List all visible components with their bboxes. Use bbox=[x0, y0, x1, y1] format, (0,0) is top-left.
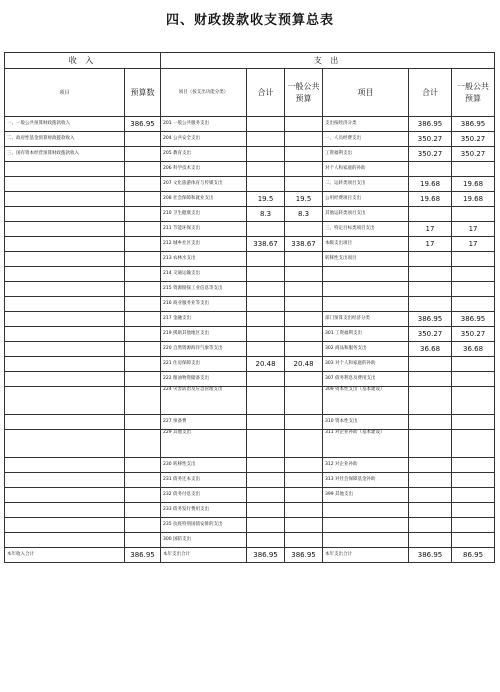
economic-total-value: 386.95 bbox=[409, 548, 452, 563]
function-item-cell: 214 交通运输支出 bbox=[161, 267, 247, 282]
function-total-cell: 19.5 bbox=[247, 192, 285, 207]
function-total-cell bbox=[247, 415, 285, 430]
economic-gpb-cell bbox=[452, 533, 495, 548]
function-item-cell: 235 抗疫特别国债安排的支出 bbox=[161, 518, 247, 533]
income-item-cell bbox=[5, 192, 125, 207]
income-item-cell bbox=[5, 415, 125, 430]
income-amount-cell bbox=[125, 267, 161, 282]
table-row bbox=[5, 252, 495, 267]
income-total-label: 本年收入合计 bbox=[5, 548, 125, 563]
income-amount-cell bbox=[125, 177, 161, 192]
table-row bbox=[5, 267, 495, 282]
table-row bbox=[5, 372, 495, 387]
economic-item-cell: 303 对个人和家庭的补助 bbox=[323, 357, 409, 372]
function-total-cell bbox=[247, 312, 285, 327]
function-item-cell: 221 住房保障支出 bbox=[161, 357, 247, 372]
income-amount-cell bbox=[125, 237, 161, 252]
economic-gpb-cell bbox=[452, 458, 495, 473]
economic-gpb-cell: 36.68 bbox=[452, 342, 495, 357]
function-total-cell bbox=[247, 488, 285, 503]
function-item-cell: 205 教育支出 bbox=[161, 147, 247, 162]
economic-total-header: 合计 bbox=[409, 69, 452, 117]
economic-gpb-cell: 17 bbox=[452, 237, 495, 252]
economic-total-cell: 36.68 bbox=[409, 342, 452, 357]
table-row bbox=[5, 415, 495, 430]
economic-total-cell: 350.27 bbox=[409, 132, 452, 147]
economic-gpb-cell bbox=[452, 207, 495, 222]
function-gpb-cell bbox=[285, 342, 323, 357]
function-total-cell bbox=[247, 267, 285, 282]
income-item-cell: 二、政府性基金预算财政拨款收入 bbox=[5, 132, 125, 147]
economic-total-cell bbox=[409, 252, 452, 267]
income-amount-cell bbox=[125, 297, 161, 312]
economic-total-cell bbox=[409, 503, 452, 518]
income-amount-cell bbox=[125, 222, 161, 237]
income-amount-cell bbox=[125, 282, 161, 297]
income-amount-cell bbox=[125, 458, 161, 473]
function-total-cell bbox=[247, 518, 285, 533]
table-row bbox=[5, 430, 495, 458]
economic-total-cell: 350.27 bbox=[409, 327, 452, 342]
function-item-cell: 212 城乡社区支出 bbox=[161, 237, 247, 252]
function-item-cell: 217 金融支出 bbox=[161, 312, 247, 327]
economic-total-cell bbox=[409, 207, 452, 222]
economic-gpb-cell: 19.68 bbox=[452, 192, 495, 207]
table-row bbox=[5, 473, 495, 488]
function-item-cell: 206 科学技术支出 bbox=[161, 162, 247, 177]
function-gpb-cell: 20.48 bbox=[285, 357, 323, 372]
economic-total-cell bbox=[409, 518, 452, 533]
economic-total-cell bbox=[409, 473, 452, 488]
economic-item-cell: 310 资本性支出 bbox=[323, 415, 409, 430]
table-row bbox=[5, 357, 495, 372]
economic-item-cell: 309 资本性支出（基本建设） bbox=[323, 387, 409, 415]
income-item-cell bbox=[5, 222, 125, 237]
economic-item-cell: 311 对企业补助（基本建设） bbox=[323, 430, 409, 458]
economic-item-cell: 二、运转类项目支出 bbox=[323, 177, 409, 192]
income-item-cell: 三、国有资本经营预算财政拨款收入 bbox=[5, 147, 125, 162]
economic-total-cell bbox=[409, 267, 452, 282]
function-total-cell bbox=[247, 503, 285, 518]
economic-item-cell: 工资福利支出 bbox=[323, 147, 409, 162]
function-total-cell bbox=[247, 177, 285, 192]
table-row bbox=[5, 117, 495, 132]
income-item-cell bbox=[5, 327, 125, 342]
economic-total-cell: 17 bbox=[409, 222, 452, 237]
income-item-cell bbox=[5, 488, 125, 503]
economic-total-cell: 386.95 bbox=[409, 117, 452, 132]
income-item-cell bbox=[5, 372, 125, 387]
economic-item-cell: 399 其他支出 bbox=[323, 488, 409, 503]
function-total-cell: 20.48 bbox=[247, 357, 285, 372]
economic-gpb-cell: 350.27 bbox=[452, 147, 495, 162]
economic-item-cell: 301 工资福利支出 bbox=[323, 327, 409, 342]
economic-item-cell: 部门预算支出经济分类 bbox=[323, 312, 409, 327]
income-item-cell bbox=[5, 207, 125, 222]
economic-item-cell bbox=[323, 533, 409, 548]
table-row bbox=[5, 207, 495, 222]
function-total-cell bbox=[247, 252, 285, 267]
function-gpb-header: 一般公共预算 bbox=[285, 69, 323, 117]
economic-gpb-cell bbox=[452, 488, 495, 503]
income-amount-cell bbox=[125, 415, 161, 430]
economic-total-cell: 19.68 bbox=[409, 177, 452, 192]
function-gpb-cell bbox=[285, 327, 323, 342]
income-item-cell bbox=[5, 473, 125, 488]
function-total-cell bbox=[247, 117, 285, 132]
economic-total-cell: 17 bbox=[409, 237, 452, 252]
income-item-cell: 一、一般公共预算财政拨款收入 bbox=[5, 117, 125, 132]
income-amount-cell bbox=[125, 503, 161, 518]
function-item-cell: 224 灾害防治及应急管理支出 bbox=[161, 387, 247, 415]
income-item-cell bbox=[5, 503, 125, 518]
function-item-header: 项目（按支出功能分类） bbox=[161, 69, 247, 117]
income-amount-cell bbox=[125, 162, 161, 177]
economic-gpb-cell: 19.68 bbox=[452, 177, 495, 192]
function-item-cell: 207 文化旅游体育与传媒支出 bbox=[161, 177, 247, 192]
income-item-cell bbox=[5, 312, 125, 327]
economic-item-cell bbox=[323, 282, 409, 297]
table-row bbox=[5, 282, 495, 297]
table-row bbox=[5, 192, 495, 207]
economic-gpb-total-value: 86.95 bbox=[452, 548, 495, 563]
function-item-cell: 216 商业服务业等支出 bbox=[161, 297, 247, 312]
function-item-cell: 231 债务还本支出 bbox=[161, 473, 247, 488]
income-amount-cell bbox=[125, 372, 161, 387]
income-header: 收 入 bbox=[5, 53, 161, 69]
economic-gpb-cell bbox=[452, 503, 495, 518]
table-row bbox=[5, 488, 495, 503]
income-amount-cell bbox=[125, 488, 161, 503]
function-gpb-cell bbox=[285, 518, 323, 533]
economic-gpb-cell bbox=[452, 372, 495, 387]
function-item-cell: 210 卫生健康支出 bbox=[161, 207, 247, 222]
income-amount-cell bbox=[125, 533, 161, 548]
economic-total-cell bbox=[409, 533, 452, 548]
economic-gpb-cell bbox=[452, 387, 495, 415]
economic-item-cell: 公用经费项目支出 bbox=[323, 192, 409, 207]
income-amount-cell bbox=[125, 387, 161, 415]
function-gpb-cell bbox=[285, 177, 323, 192]
income-amount-cell bbox=[125, 473, 161, 488]
function-item-cell: 208 社会保障和就业支出 bbox=[161, 192, 247, 207]
function-item-cell: 222 粮油物资储备支出 bbox=[161, 372, 247, 387]
function-gpb-cell: 8.3 bbox=[285, 207, 323, 222]
function-gpb-total-value: 386.95 bbox=[285, 548, 323, 563]
income-item-cell bbox=[5, 387, 125, 415]
function-total-cell bbox=[247, 458, 285, 473]
income-item-cell bbox=[5, 518, 125, 533]
function-gpb-cell bbox=[285, 297, 323, 312]
economic-item-cell bbox=[323, 503, 409, 518]
function-gpb-cell: 338.67 bbox=[285, 237, 323, 252]
economic-item-cell: 302 商品和服务支出 bbox=[323, 342, 409, 357]
table-row bbox=[5, 503, 495, 518]
economic-total-cell bbox=[409, 458, 452, 473]
income-item-cell bbox=[5, 252, 125, 267]
function-gpb-cell bbox=[285, 387, 323, 415]
economic-gpb-cell bbox=[452, 162, 495, 177]
economic-item-header: 项目 bbox=[323, 69, 409, 117]
income-amount-cell bbox=[125, 252, 161, 267]
economic-item-cell: 313 对社会保障基金补助 bbox=[323, 473, 409, 488]
income-amount-cell bbox=[125, 357, 161, 372]
table-row bbox=[5, 312, 495, 327]
function-gpb-cell bbox=[285, 458, 323, 473]
budget-amount-header: 预算数 bbox=[125, 69, 161, 117]
function-gpb-cell bbox=[285, 162, 323, 177]
totals-row bbox=[5, 548, 495, 563]
economic-gpb-cell: 350.27 bbox=[452, 132, 495, 147]
economic-total-cell bbox=[409, 372, 452, 387]
income-item-cell bbox=[5, 282, 125, 297]
economic-item-cell: 307 债务利息及费用支出 bbox=[323, 372, 409, 387]
budget-table bbox=[4, 52, 495, 563]
function-total-value: 386.95 bbox=[247, 548, 285, 563]
function-total-cell bbox=[247, 387, 285, 415]
function-item-cell: 232 债务付息支出 bbox=[161, 488, 247, 503]
table-row bbox=[5, 162, 495, 177]
function-gpb-cell bbox=[285, 533, 323, 548]
economic-total-cell bbox=[409, 387, 452, 415]
function-gpb-cell bbox=[285, 488, 323, 503]
income-item-header: 项目 bbox=[5, 69, 125, 117]
economic-gpb-header: 一般公共预算 bbox=[452, 69, 495, 117]
economic-item-cell bbox=[323, 518, 409, 533]
function-gpb-cell bbox=[285, 147, 323, 162]
economic-total-cell bbox=[409, 282, 452, 297]
economic-item-cell: 其他运转类项目支出 bbox=[323, 207, 409, 222]
income-item-cell bbox=[5, 267, 125, 282]
function-total-cell: 338.67 bbox=[247, 237, 285, 252]
table-row bbox=[5, 387, 495, 415]
function-gpb-cell bbox=[285, 117, 323, 132]
income-item-cell bbox=[5, 177, 125, 192]
income-amount-cell bbox=[125, 518, 161, 533]
function-total-cell bbox=[247, 430, 285, 458]
function-gpb-cell bbox=[285, 282, 323, 297]
function-total-cell bbox=[247, 342, 285, 357]
economic-total-cell bbox=[409, 430, 452, 458]
economic-total-cell: 350.27 bbox=[409, 147, 452, 162]
table-row bbox=[5, 147, 495, 162]
function-gpb-cell bbox=[285, 312, 323, 327]
table-row bbox=[5, 222, 495, 237]
function-total-cell bbox=[247, 222, 285, 237]
function-total-cell bbox=[247, 473, 285, 488]
table-row bbox=[5, 533, 495, 548]
economic-item-cell: 转移性支出项目 bbox=[323, 252, 409, 267]
income-item-cell bbox=[5, 297, 125, 312]
economic-gpb-cell bbox=[452, 267, 495, 282]
function-gpb-cell bbox=[285, 267, 323, 282]
function-total-cell bbox=[247, 297, 285, 312]
economic-gpb-cell: 17 bbox=[452, 222, 495, 237]
income-item-cell bbox=[5, 162, 125, 177]
function-item-cell: 201 一般公共服务支出 bbox=[161, 117, 247, 132]
economic-total-cell bbox=[409, 297, 452, 312]
income-item-cell bbox=[5, 357, 125, 372]
table-row bbox=[5, 458, 495, 473]
function-item-cell: 219 援助其他地区支出 bbox=[161, 327, 247, 342]
income-amount-cell bbox=[125, 312, 161, 327]
income-amount-cell bbox=[125, 342, 161, 357]
income-item-cell bbox=[5, 430, 125, 458]
income-amount-cell bbox=[125, 192, 161, 207]
table-row bbox=[5, 297, 495, 312]
function-total-cell bbox=[247, 282, 285, 297]
income-amount-cell bbox=[125, 147, 161, 162]
function-item-cell: 204 公共安全支出 bbox=[161, 132, 247, 147]
income-item-cell bbox=[5, 342, 125, 357]
function-gpb-cell bbox=[285, 132, 323, 147]
economic-gpb-cell bbox=[452, 297, 495, 312]
function-item-cell: 215 资源勘探工业信息等支出 bbox=[161, 282, 247, 297]
economic-total-label: 本年支出合计 bbox=[323, 548, 409, 563]
economic-total-cell bbox=[409, 162, 452, 177]
income-amount-cell bbox=[125, 207, 161, 222]
economic-gpb-cell bbox=[452, 430, 495, 458]
function-gpb-cell bbox=[285, 503, 323, 518]
table-row bbox=[5, 342, 495, 357]
table-row bbox=[5, 177, 495, 192]
function-gpb-cell bbox=[285, 252, 323, 267]
function-total-cell bbox=[247, 327, 285, 342]
function-total-label: 本年支出合计 bbox=[161, 548, 247, 563]
function-gpb-cell bbox=[285, 430, 323, 458]
income-item-cell bbox=[5, 458, 125, 473]
function-total-cell: 8.3 bbox=[247, 207, 285, 222]
economic-item-cell: 对个人和家庭的补助 bbox=[323, 162, 409, 177]
table-row bbox=[5, 132, 495, 147]
economic-gpb-cell bbox=[452, 415, 495, 430]
economic-total-cell bbox=[409, 357, 452, 372]
function-total-header: 合计 bbox=[247, 69, 285, 117]
table-row bbox=[5, 327, 495, 342]
economic-total-cell bbox=[409, 488, 452, 503]
economic-gpb-cell: 386.95 bbox=[452, 117, 495, 132]
function-gpb-cell bbox=[285, 372, 323, 387]
income-item-cell bbox=[5, 533, 125, 548]
function-item-cell: 211 节能环保支出 bbox=[161, 222, 247, 237]
economic-gpb-cell bbox=[452, 518, 495, 533]
function-item-cell: 230 转移性支出 bbox=[161, 458, 247, 473]
economic-item-cell: 312 对企业补助 bbox=[323, 458, 409, 473]
table-row bbox=[5, 237, 495, 252]
income-total-value: 386.95 bbox=[125, 548, 161, 563]
function-item-cell: 233 债务发行费用支出 bbox=[161, 503, 247, 518]
economic-total-cell bbox=[409, 415, 452, 430]
economic-gpb-cell bbox=[452, 282, 495, 297]
function-total-cell bbox=[247, 132, 285, 147]
economic-total-cell: 19.68 bbox=[409, 192, 452, 207]
function-gpb-cell: 19.5 bbox=[285, 192, 323, 207]
income-amount-cell: 386.95 bbox=[125, 117, 161, 132]
income-amount-cell bbox=[125, 132, 161, 147]
function-item-cell: 220 自然资源海洋气象等支出 bbox=[161, 342, 247, 357]
economic-total-cell: 386.95 bbox=[409, 312, 452, 327]
table-row bbox=[5, 518, 495, 533]
function-item-cell: 300 国防支出 bbox=[161, 533, 247, 548]
income-amount-cell bbox=[125, 327, 161, 342]
economic-item-cell bbox=[323, 267, 409, 282]
function-total-cell bbox=[247, 533, 285, 548]
function-total-cell bbox=[247, 162, 285, 177]
economic-gpb-cell: 386.95 bbox=[452, 312, 495, 327]
economic-gpb-cell bbox=[452, 473, 495, 488]
economic-item-cell: 三、特定目标类项目支出 bbox=[323, 222, 409, 237]
function-total-cell bbox=[247, 372, 285, 387]
page-title: 四、财政拨款收支预算总表 bbox=[165, 13, 334, 28]
function-item-cell: 229 其他支出 bbox=[161, 430, 247, 458]
economic-gpb-cell bbox=[452, 252, 495, 267]
expense-header: 支 出 bbox=[161, 53, 495, 69]
economic-item-cell: 一、人员经费支出 bbox=[323, 132, 409, 147]
economic-item-cell bbox=[323, 297, 409, 312]
function-gpb-cell bbox=[285, 473, 323, 488]
economic-item-cell: 本级支出项目 bbox=[323, 237, 409, 252]
income-amount-cell bbox=[125, 430, 161, 458]
economic-item-cell: 支出按经济分类 bbox=[323, 117, 409, 132]
function-item-cell: 227 预备费 bbox=[161, 415, 247, 430]
function-item-cell: 213 农林水支出 bbox=[161, 252, 247, 267]
function-gpb-cell bbox=[285, 415, 323, 430]
income-item-cell bbox=[5, 237, 125, 252]
economic-gpb-cell: 350.27 bbox=[452, 327, 495, 342]
function-total-cell bbox=[247, 147, 285, 162]
economic-gpb-cell bbox=[452, 357, 495, 372]
function-gpb-cell bbox=[285, 222, 323, 237]
